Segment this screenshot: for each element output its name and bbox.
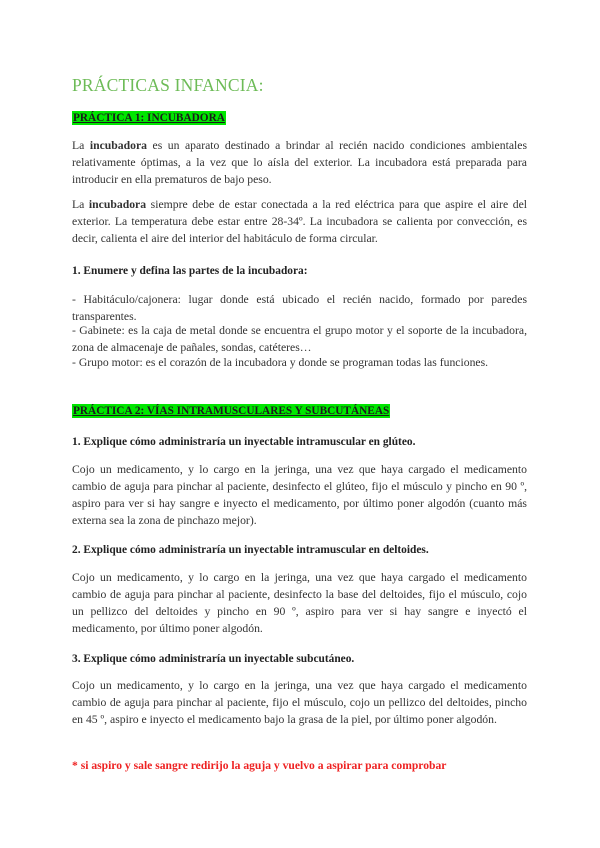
paragraph-incubadora-operation <box>72 196 527 247</box>
question-gluteo: 1. Explique cómo administraría un inyectable intramuscular en glúteo. <box>72 436 416 448</box>
part-grupo-motor: - Grupo motor: es el corazón de la incubadora y donde se programan todas las funciones. <box>72 356 489 369</box>
paragraph-incubadora-definition <box>72 137 527 188</box>
bold-term: incubadora <box>88 198 147 211</box>
question-deltoides: 2. Explique cómo administraría un inyectable intramuscular en deltoides. <box>72 544 429 556</box>
text-fragment: La <box>72 139 90 152</box>
page-title: PRÁCTICAS INFANCIA: <box>72 75 264 95</box>
part-gabinete: - Gabinete: es la caja de metal donde se encuentra el grupo motor y el soporte de la incubadora, zona de almacenaje de pañales, sondas, catéteres… <box>72 324 527 354</box>
warning-note: * si aspiro y sale sangre redirijo la aguja y vuelvo a aspirar para comprobar <box>72 759 447 772</box>
part-habitaculo: - Habitáculo/cajonera: lugar donde está ubicado el recién nacido, formado por paredes transparentes. <box>72 293 527 323</box>
bold-term: incubadora <box>89 139 147 152</box>
text-fragment: La <box>72 198 89 211</box>
answer-deltoides: Cojo un medicamento, y lo cargo en la jeringa, una vez que haya cargado el medicamento cambio de aguja para pinchar al paciente, desinfecto la base del deltoides, fijo el músculo, cojo un pellizco del deltoides y pincho en 90 º, aspiro para ver si hay sangre e inyectó el medicamento, por último poner algodón. <box>72 571 527 635</box>
question-partes-incubadora: 1. Enumere y defina las partes de la incubadora: <box>72 265 308 277</box>
section-heading-vias: PRÁCTICA 2: VÍAS INTRAMUSCULARES Y SUBCUTÁNEAS <box>73 405 390 417</box>
answer-gluteo: Cojo un medicamento, y lo cargo en la jeringa, una vez que haya cargado el medicamento cambio de aguja para pinchar al paciente, desinfecto el glúteo, fijo el músculo y pincho en 90 º, aspiro para ver si hay sangre e inyecto el medicamento, por último poner algodón (cuanto más externa sea la zona de pinchazo mejor). <box>72 463 527 527</box>
section-heading-incubadora: PRÁCTICA 1: INCUBADORA <box>73 112 225 124</box>
text-fragment: siempre debe de estar conectada a la red eléctrica para que aspire el aire del exterior. La temperatura debe estar entre 28-34º. La incubadora se calienta por convección, es decir, calienta el aire del interior del habitáculo de forma circular. <box>72 198 528 245</box>
question-subcutaneo: 3. Explique cómo administraría un inyectable subcutáneo. <box>72 653 355 665</box>
text-fragment: es un aparato destinado a brindar al recién nacido condiciones ambientales relativamente óptimas, a la vez que lo aísla del exterior. La incubadora está preparada para introducir en ella prematuros de bajo peso. <box>72 139 527 186</box>
answer-subcutaneo: Cojo un medicamento, y lo cargo en la jeringa, una vez que haya cargado el medicamento cambio de aguja para pinchar al paciente, fijo el músculo, cojo un pellizco del deltoides, pincho en 45 º, aspiro e inyecto el medicamento bajo la grasa de la piel, por último poner algodón. <box>72 679 527 726</box>
